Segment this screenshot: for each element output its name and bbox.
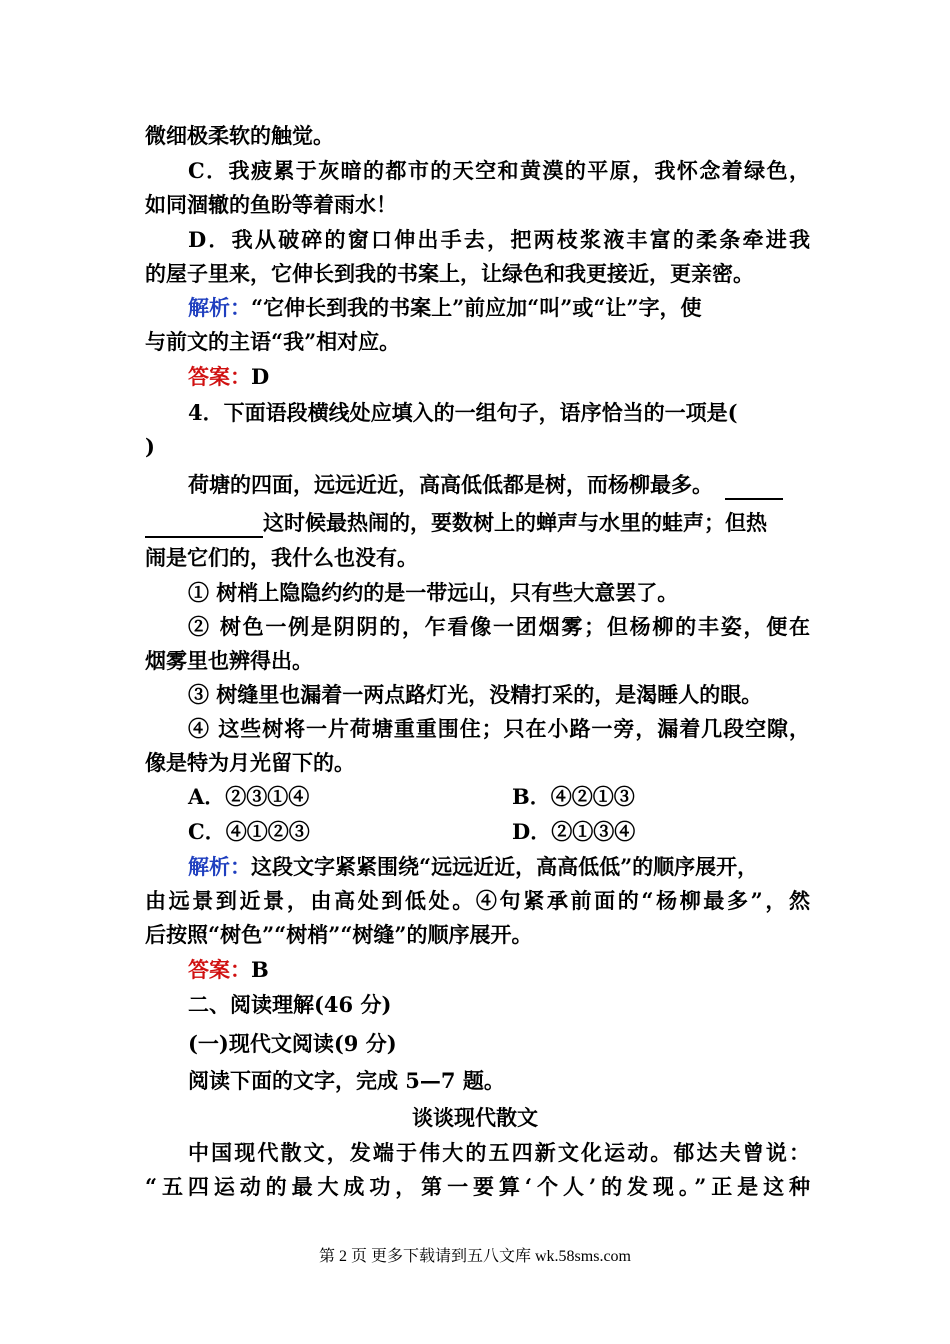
q4-passage-line1 (188, 470, 810, 500)
q4-passage-text: 荷塘的四面，远远近近，高高低低都是树，而杨柳最多。 (188, 472, 713, 497)
section-heading: 二、阅读理解(46 分) (188, 992, 392, 1017)
q4-item-4-line2: 像是特为月光留下的。 (145, 750, 355, 775)
q3-option-c-line2: 如同涸辙的鱼盼等着雨水！ (145, 192, 397, 217)
analysis-label: 解析： (188, 854, 251, 879)
q4-analysis-line1 (188, 852, 810, 882)
q4-passage-text: 这时候最热闹的，要数树上的蝉声与水里的蛙声；但热 (263, 510, 767, 535)
q4-answer-value: B (251, 957, 269, 982)
q3-answer (188, 362, 810, 392)
q3-option-d-line1: D．我从破碎的窗口伸出手去，把两枝浆液丰富的柔条牵进我 (188, 227, 810, 252)
q4-analysis-text: 这段文字紧紧围绕“远远近近，高高低低”的顺序展开， (251, 854, 759, 879)
article-title: 谈谈现代散文 (412, 1105, 538, 1130)
q4-item-4-line1: ④ 这些树将一片荷塘重重围住；只在小路一旁，漏着几段空隙， (188, 716, 810, 741)
q3-option-d-line2: 的屋子里来，它伸长到我的书案上，让绿色和我更接近，更亲密。 (145, 261, 754, 286)
q4-analysis-line3: 后按照“树色”“树梢”“树缝”的顺序展开。 (145, 922, 533, 947)
q4-stem-line2: ) (145, 434, 155, 459)
q3-analysis-line1 (188, 293, 810, 323)
q4-item-2-line1: ② 树色一例是阴阴的，乍看像一团烟雾；但杨柳的丰姿，便在 (188, 614, 810, 639)
q4-option-d: D．②①③④ (512, 819, 636, 844)
fill-blank (725, 476, 783, 500)
page-footer: 第 2 页 更多下载请到五八文库 wk.58sms.com (318, 1248, 631, 1265)
q4-passage-line2 (145, 508, 810, 538)
q4-item-3: ③ 树缝里也漏着一两点路灯光，没精打采的，是渴睡人的眼。 (188, 682, 763, 707)
q4-option-b: B．④②①③ (512, 784, 635, 809)
article-paragraph-line1: 中国现代散文，发端于伟大的五四新文化运动。郁达夫曾说： (188, 1140, 810, 1165)
analysis-label: 解析： (188, 295, 251, 320)
answer-label: 答案： (188, 957, 251, 982)
q3-answer-value: D (251, 364, 270, 389)
fill-blank (145, 514, 263, 538)
article-paragraph-line2: “五四运动的最大成功，第一要算‘个人’的发现。”正是这种 (145, 1174, 810, 1199)
q4-passage-line3: 闹是它们的，我什么也没有。 (145, 545, 418, 570)
q4-option-c: C．④①②③ (188, 819, 310, 844)
q4-option-a: A．②③①④ (188, 784, 310, 809)
q3-analysis-line2: 与前文的主语“我”相对应。 (145, 329, 401, 354)
q4-analysis-line2: 由远景到近景，由高处到低处。④句紧承前面的“杨柳最多”，然 (145, 888, 810, 913)
reading-instruction: 阅读下面的文字，完成 5—7 题。 (188, 1068, 505, 1093)
q4-item-2-line2: 烟雾里也辨得出。 (145, 648, 313, 673)
q3-analysis-text: “它伸长到我的书案上”前应加“叫”或“让”字，使 (251, 295, 702, 320)
q4-stem-line1: 4．下面语段横线处应填入的一组句子，语序恰当的一项是( (188, 400, 738, 425)
answer-label: 答案： (188, 364, 251, 389)
q3-option-c-line1: C．我疲累于灰暗的都市的天空和黄漠的平原，我怀念着绿色， (188, 158, 810, 183)
q3-text-line: 微细极柔软的触觉。 (145, 123, 334, 148)
sub-section-heading: (一)现代文阅读(9 分) (188, 1031, 397, 1056)
q4-answer (188, 955, 810, 985)
q4-item-1: ① 树梢上隐隐约约的是一带远山，只有些大意罢了。 (188, 580, 679, 605)
